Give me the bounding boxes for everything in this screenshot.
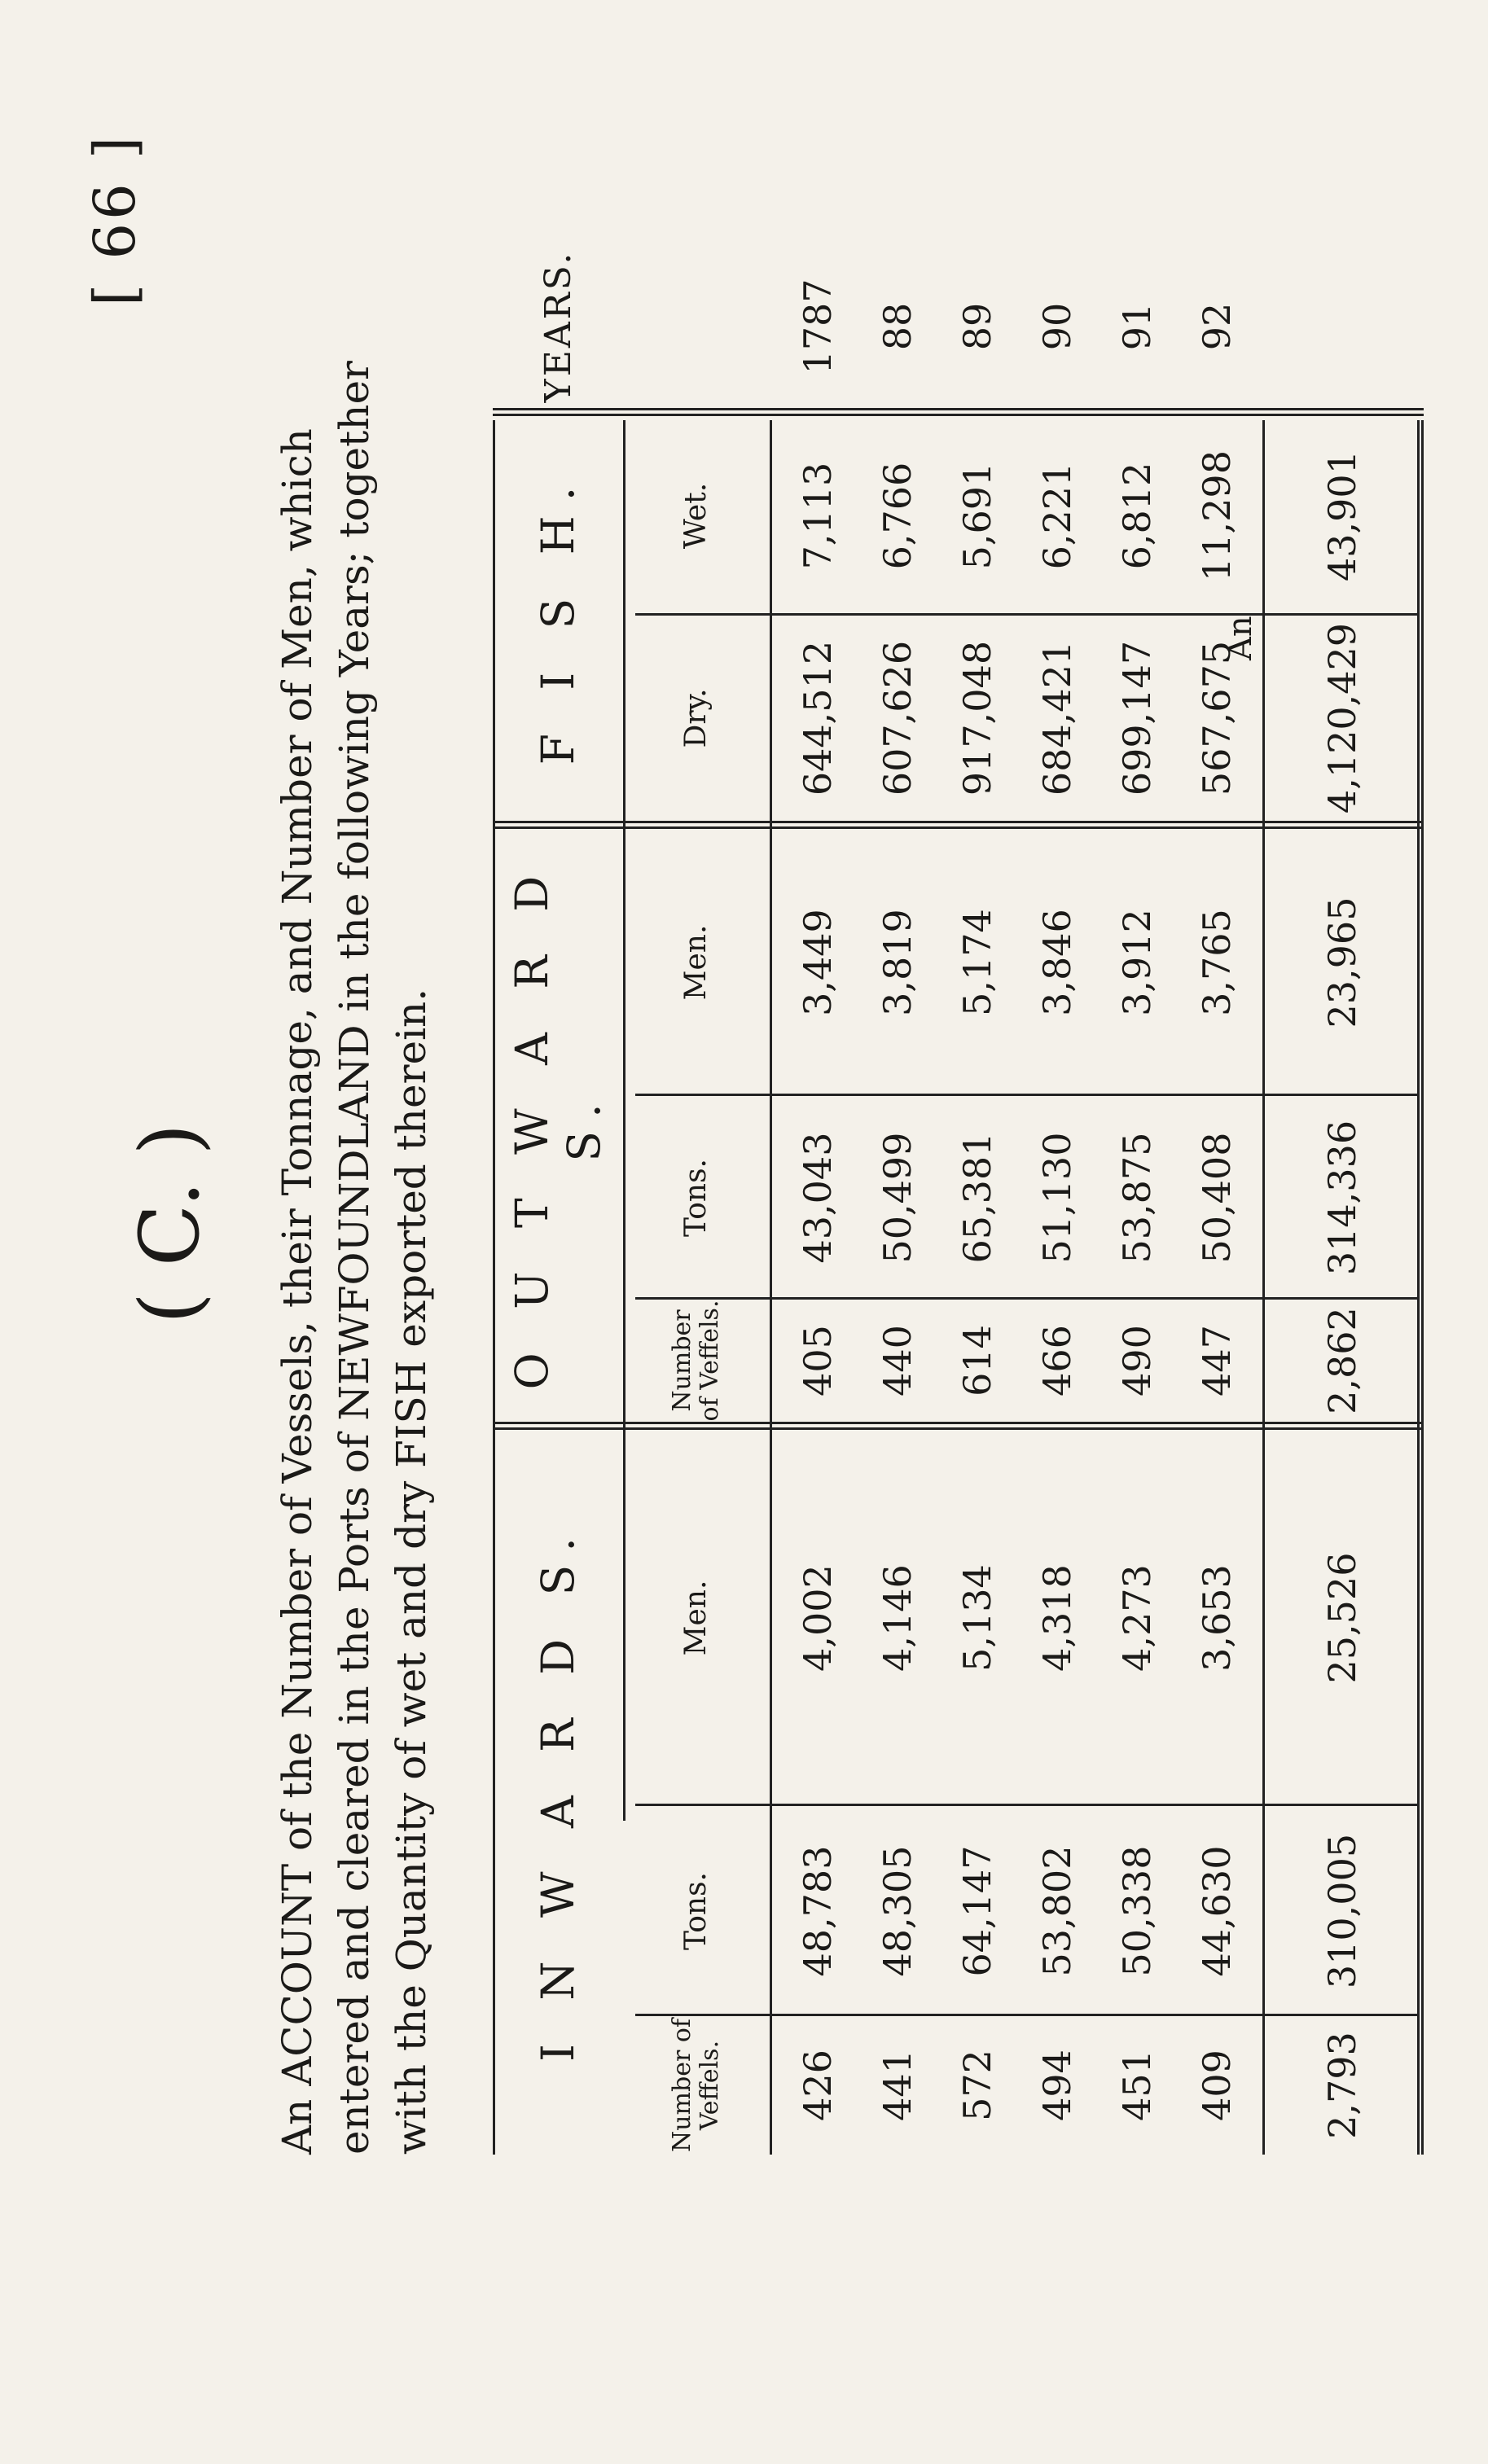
cell-out-men: 3,819 (876, 909, 920, 1016)
cell-in-men: 4,146 (876, 1564, 920, 1672)
cell-dry: 607,626 (876, 640, 920, 796)
title-line: An ACCOUNT of the Number of Vessels, their Tonnage, and Number of Men, which (274, 428, 321, 2155)
rule-inwards-outwards (493, 1422, 1424, 1430)
cell-in-men: 5,134 (955, 1564, 999, 1672)
title-line: entered and cleared in the Ports of NEWFOUNDLAND in the following Years; together (331, 361, 378, 2155)
cell-out-vessels: 614 (955, 1325, 999, 1396)
cell-dry: 699,147 (1115, 640, 1159, 796)
rule-table-bottom (1417, 420, 1424, 2155)
total-out-vessels: 2,862 (1319, 1307, 1364, 1414)
total-in-vessels: 2,793 (1319, 2032, 1364, 2139)
cell-year: 92 (1195, 302, 1239, 351)
rule-outwards-fish (493, 821, 1424, 829)
total-wet: 43,901 (1319, 450, 1364, 581)
cell-year: 91 (1115, 302, 1159, 351)
total-dry: 4,120,429 (1319, 622, 1364, 814)
col-in-men: Men. (679, 1580, 713, 1656)
cell-year: 1787 (796, 278, 840, 375)
cell-in-tons: 48,783 (796, 1845, 840, 1977)
cell-out-vessels: 405 (796, 1325, 840, 1396)
cell-wet: 6,221 (1035, 462, 1079, 570)
total-out-men: 23,965 (1319, 897, 1364, 1028)
cell-in-tons: 48,305 (876, 1845, 920, 1977)
cell-out-tons: 50,408 (1195, 1132, 1239, 1264)
cell-dry: 567,675 (1195, 640, 1239, 796)
col-in-vessels: Number of Veffels. (668, 2018, 724, 2153)
title-block (269, 298, 440, 2155)
cell-wet: 7,113 (796, 462, 840, 570)
cell-year: 89 (955, 302, 999, 351)
cell-in-men: 4,318 (1035, 1564, 1079, 1672)
col-in-tons: Tons. (679, 1872, 713, 1950)
cell-out-tons: 53,875 (1115, 1132, 1159, 1264)
group-years: YEARS. (537, 250, 579, 403)
cell-out-tons: 65,381 (955, 1132, 999, 1264)
cell-in-tons: 53,802 (1035, 1845, 1079, 1977)
total-in-men: 25,526 (1319, 1552, 1364, 1684)
cell-dry: 917,048 (955, 640, 999, 796)
col-dry: Dry. (679, 688, 713, 748)
group-fish: F I S H. (532, 471, 584, 765)
cell-out-vessels: 490 (1115, 1325, 1159, 1396)
rule-body-bottom (1262, 420, 1265, 2155)
cell-in-men: 3,653 (1195, 1564, 1239, 1672)
cell-out-men: 3,449 (796, 909, 840, 1016)
cell-in-vessels: 441 (876, 2050, 920, 2121)
col-wet: Wet. (679, 482, 713, 550)
cell-wet: 5,691 (955, 462, 999, 570)
cell-in-men: 4,273 (1115, 1564, 1159, 1672)
cell-out-men: 3,912 (1115, 909, 1159, 1016)
cell-year: 88 (876, 302, 920, 351)
cell-in-tons: 44,630 (1195, 1845, 1239, 1977)
cell-out-men: 5,174 (955, 909, 999, 1016)
cell-in-tons: 50,338 (1115, 1845, 1159, 1977)
cell-out-vessels: 466 (1035, 1325, 1079, 1396)
group-outwards: O U T W A R D S. (506, 861, 610, 1390)
catchword: An (1222, 616, 1259, 660)
cell-in-vessels: 572 (955, 2050, 999, 2121)
cell-year: 90 (1035, 302, 1079, 351)
total-out-tons: 314,336 (1319, 1120, 1364, 1276)
total-in-tons: 310,005 (1319, 1833, 1364, 1989)
cell-in-vessels: 494 (1035, 2050, 1079, 2121)
cell-in-tons: 64,147 (955, 1845, 999, 1977)
cell-in-vessels: 426 (796, 2050, 840, 2121)
rule-fish-years (493, 408, 1424, 416)
col-out-vessels: Number of Veffels. (668, 1300, 724, 1422)
cell-out-men: 3,846 (1035, 909, 1079, 1016)
group-inwards: I N W A R D S. (532, 1523, 584, 2062)
cell-dry: 684,421 (1035, 640, 1079, 796)
cell-out-men: 3,765 (1195, 909, 1239, 1016)
col-out-tons: Tons. (679, 1159, 713, 1237)
cell-in-men: 4,002 (796, 1564, 840, 1672)
cell-out-vessels: 447 (1195, 1325, 1239, 1396)
cell-in-vessels: 409 (1195, 2050, 1239, 2121)
cell-out-tons: 43,043 (796, 1132, 840, 1264)
cell-dry: 644,512 (796, 640, 840, 796)
rule-header-bottom (770, 420, 772, 2155)
cell-out-tons: 51,130 (1035, 1132, 1079, 1264)
cell-in-vessels: 451 (1115, 2050, 1159, 2121)
title-line: with the Quantity of wet and dry FISH exported therein. (388, 988, 435, 2155)
cell-wet: 6,766 (876, 462, 920, 570)
page-number: [ 66 ] (81, 133, 148, 306)
col-out-men: Men. (679, 924, 713, 1001)
cell-wet: 11,298 (1195, 450, 1239, 581)
cell-out-vessels: 440 (876, 1325, 920, 1396)
appendix-label: ( C. ) (122, 1123, 217, 1324)
cell-wet: 6,812 (1115, 462, 1159, 570)
cell-out-tons: 50,499 (876, 1132, 920, 1264)
